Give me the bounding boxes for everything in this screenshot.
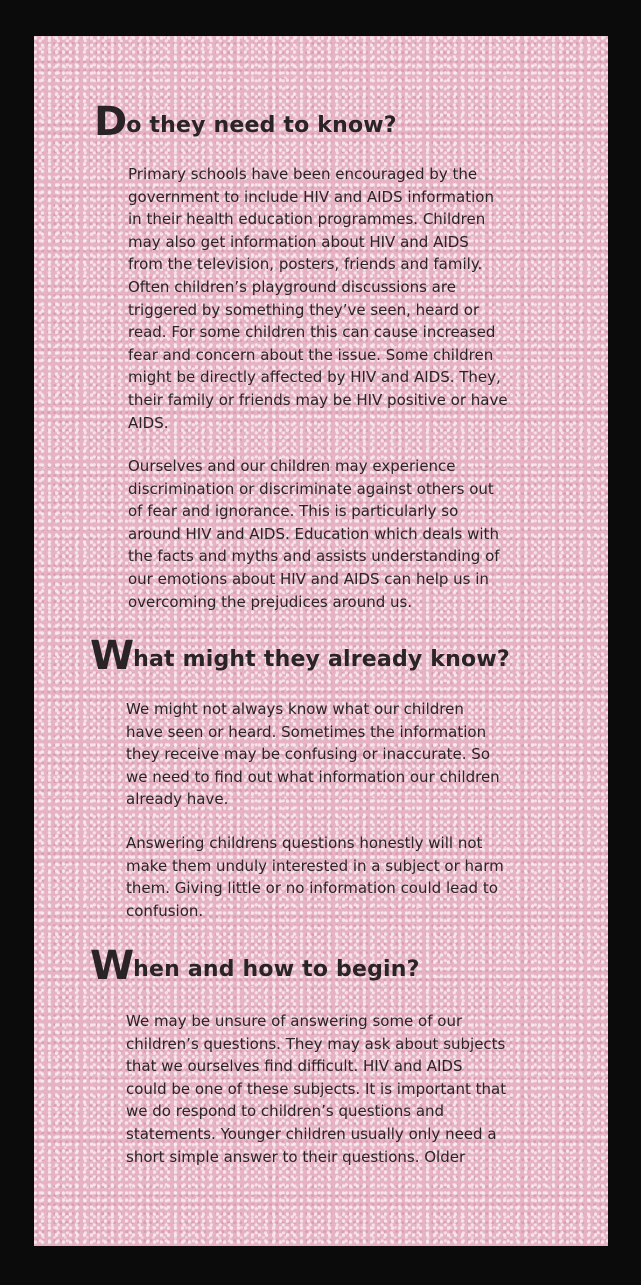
section-heading-do-they-need-to-know	[94, 99, 397, 145]
section-heading-what-might-they-already-know	[90, 633, 510, 679]
section-heading-when-and-how-to-begin	[90, 943, 420, 989]
heading-text: hat might they already know?	[133, 647, 510, 672]
heading-initial: W	[90, 943, 134, 989]
paragraph: Ourselves and our children may experience discrimination or discriminate against others out of fear and ignorance. This is particularly so around HIV and AIDS. Education which deals with the facts and myths and assists understanding of our emotions about HIV and AIDS can help us in overcoming the prejudices around us.	[128, 457, 500, 611]
paragraph: Primary schools have been encouraged by the government to include HIV and AIDS information in their health education programmes. Children may also get information about HIV and AIDS from the television, posters, friends and family. Often children’s playground discussions are triggered by something they’ve seen, heard or read. For some children this can cause increased fear and concern about the issue. Some children might be directly affected by HIV and AIDS. They, their family or friends may be HIV positive or have AIDS.	[128, 165, 508, 432]
heading-initial: D	[94, 99, 127, 145]
heading-text: o they need to know?	[126, 113, 397, 138]
leaflet-page	[34, 36, 608, 1246]
paragraph: We might not always know what our children have seen or heard. Sometimes the information they receive may be confusing or inaccurate. So we need to find out what information our children already have.	[126, 700, 500, 809]
paragraph: Answering childrens questions honestly will not make them unduly interested in a subject or harm them. Giving little or no information could lead to confusion.	[126, 834, 504, 920]
heading-text: hen and how to begin?	[133, 957, 420, 982]
heading-initial: W	[90, 633, 134, 679]
paragraph: We may be unsure of answering some of our children’s questions. They may ask about subjects that we ourselves find difficult. HIV and AIDS could be one of these subjects. It is important that we do respond to children’s questions and statements. Younger children usually only need a short simple answer to their questions. Older	[126, 1012, 507, 1166]
